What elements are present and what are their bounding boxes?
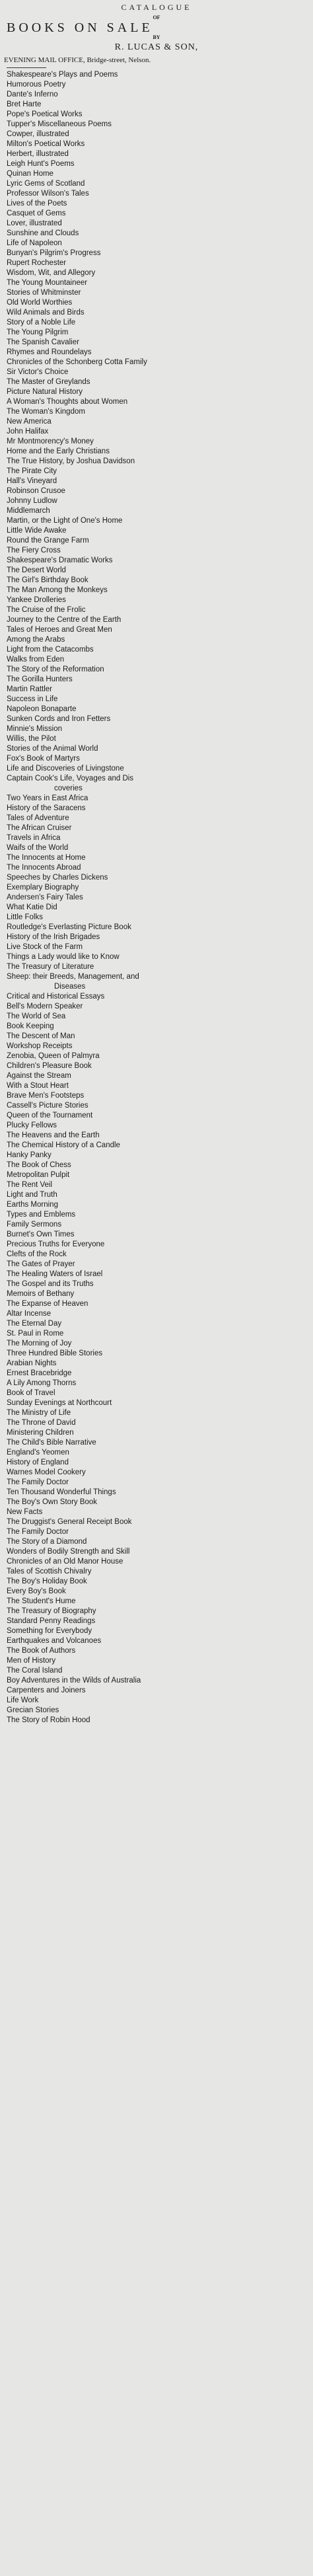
book-title: The Healing Waters of Israel [7,1270,103,1278]
book-title: Workshop Receipts [7,1042,73,1050]
book-title: The Eternal Day [7,1320,62,1328]
book-title: The Gorilla Hunters [7,675,73,683]
book-title: Grecian Stories [7,1706,59,1714]
book-title: The Treasury of Literature [7,963,94,971]
book-title: The True History, by Joshua Davidson [7,457,135,465]
book-title: The Coral Island [7,1667,63,1675]
book-title: History of the Irish Brigades [7,933,100,941]
book-title: Children's Pleasure Book [7,1062,92,1070]
book-title: The Morning of Joy [7,1340,72,1347]
book-title: Stories of Whitminster [7,289,81,297]
book-title: Life Work [7,1696,39,1704]
book-title: Cowper, illustrated [7,130,69,138]
book-title: Against the Stream [7,1072,71,1080]
book-title: Boy Adventures in the Wilds of Australia [7,1677,141,1685]
book-title: Tales of Heroes and Great Men [7,626,112,634]
publisher-name: R. LUCAS & SON, [114,42,199,52]
book-title: Lives of the Poets [7,200,67,208]
catalogue-heading: CATALOGUE [121,3,192,12]
book-title: Plucky Fellows [7,1121,57,1129]
book-title: Life of Napoleon [7,239,62,247]
book-title: The Master of Greylands [7,378,90,386]
book-title: Ten Thousand Wonderful Things [7,1488,116,1496]
book-title: Herbert, illustrated [7,150,69,158]
books-on-sale-heading: BOOKS ON SALE [7,20,153,35]
book-title: Little Wide Awake [7,527,67,535]
book-title: Speeches by Charles Dickens [7,874,108,882]
book-title: Routledge's Everlasting Picture Book [7,923,131,931]
book-title: The Heavens and the Earth [7,1131,100,1139]
book-title: Martin Rattler [7,685,53,693]
book-title: History of England [7,1458,69,1466]
book-title: Queen of the Tournament [7,1112,93,1119]
book-title: Humorous Poetry [7,81,66,89]
book-title: Warnes Model Cookery [7,1468,86,1476]
book-title: The Treasury of Biography [7,1607,96,1615]
book-title: The Cruise of the Frolic [7,606,86,614]
book-title: Hall's Vineyard [7,477,57,485]
of-label: OF [153,15,160,20]
book-title: Rhymes and Roundelays [7,348,92,356]
book-title: Yankee Drolleries [7,596,66,604]
book-title: Every Boy's Book [7,1587,66,1595]
book-title: John Halifax [7,428,49,436]
book-title: The Pirate City [7,467,57,475]
book-title: The Desert World [7,566,66,574]
book-title: New Facts [7,1508,43,1516]
book-title: Sunday Evenings at Northcourt [7,1399,112,1407]
book-title: Robinson Crusoe [7,487,65,495]
book-title: Bret Harte [7,100,42,108]
book-title: Minnie's Mission [7,725,62,733]
book-title: History of the Saracens [7,804,86,812]
book-title: Sunshine and Clouds [7,229,79,237]
book-title: The Descent of Man [7,1032,75,1040]
book-title: England's Yeomen [7,1449,69,1457]
book-title: The Chemical History of a Candle [7,1141,120,1149]
book-title: Captain Cook's Life, Voyages and Dis [7,775,134,782]
book-title: The Story of the Reformation [7,665,104,673]
book-title-list [7,70,306,1725]
book-title: Casquet of Gems [7,209,66,217]
book-title: Live Stock of the Farm [7,943,83,951]
book-title: Story of a Noble Life [7,319,76,326]
book-title: Brave Men's Footsteps [7,1092,85,1100]
book-title: Sheep: their Breeds, Management, and [7,973,139,981]
book-title: The Expanse of Heaven [7,1300,88,1308]
book-title: Two Years in East Africa [7,794,88,802]
book-title: Quinan Home [7,170,53,178]
book-title: Lover, illustrated [7,219,62,227]
book-title: Waifs of the World [7,844,69,852]
book-title: Wonders of Bodily Strength and Skill [7,1548,130,1556]
book-title: The Boy's Own Story Book [7,1498,98,1506]
book-title: Lyric Gems of Scotland [7,180,85,188]
book-title: Zenobia, Queen of Palmyra [7,1052,100,1060]
book-title: Journey to the Centre of the Earth [7,616,122,624]
book-title: The Student's Hume [7,1597,76,1605]
book-title: Pope's Poetical Works [7,110,83,118]
book-title: The African Cruiser [7,824,72,832]
book-title: Fox's Book of Martyrs [7,755,80,763]
book-title: Johnny Ludlow [7,497,57,505]
book-title: Book Keeping [7,1022,54,1030]
book-title: Tales of Scottish Chivalry [7,1568,92,1575]
book-title: Clefts of the Rock [7,1250,67,1258]
book-title: Bell's Modern Speaker [7,1003,83,1010]
book-title: Little Folks [7,913,43,921]
book-title: Family Sermons [7,1221,62,1229]
book-title: Diseases [54,983,86,991]
book-title: The Spanish Cavalier [7,338,79,346]
book-title: Sunken Cords and Iron Fetters [7,715,111,723]
book-title: Willis, the Pilot [7,735,56,743]
book-title: Life and Discoveries of Livingstone [7,765,124,773]
book-title: Bunyan's Pilgrim's Progress [7,249,101,257]
book-title: Critical and Historical Essays [7,993,105,1001]
book-title: Dante's Inferno [7,91,58,98]
book-title: Old World Worthies [7,299,73,307]
book-title: The Man Among the Monkeys [7,586,108,594]
book-title: A Woman's Thoughts about Women [7,398,128,406]
book-title: Earthquakes and Volcanoes [7,1637,102,1645]
book-title: Ministering Children [7,1429,74,1437]
book-title: Chronicles of the Schonberg Cotta Family [7,358,147,366]
divider-rule [7,67,46,68]
book-title: Chronicles of an Old Manor House [7,1558,123,1566]
book-title: Success in Life [7,695,58,703]
book-title: St. Paul in Rome [7,1330,64,1338]
book-title: Arabian Nights [7,1359,57,1367]
book-title: Among the Arabs [7,636,65,644]
book-title: With a Stout Heart [7,1082,69,1090]
book-title: A Lily Among Thorns [7,1379,77,1387]
book-title: The Young Pilgrim [7,328,69,336]
book-title: Memoirs of Bethany [7,1290,75,1298]
book-title: The Rent Veil [7,1181,53,1189]
book-title: Mr Montmorency's Money [7,437,94,445]
book-title: What Katie Did [7,903,57,911]
book-title: The Gates of Prayer [7,1260,75,1268]
book-title: Travels in Africa [7,834,61,842]
book-title: coveries [54,784,83,792]
book-title: Sir Victor's Choice [7,368,69,376]
book-title: New America [7,418,52,426]
book-title: Metropolitan Pulpit [7,1171,70,1179]
book-title: Andersen's Fairy Tales [7,893,83,901]
book-title: Three Hundred Bible Stories [7,1349,103,1357]
book-title: Burnet's Own Times [7,1231,75,1238]
book-title: Men of History [7,1657,56,1665]
book-title: Stories of the Animal World [7,745,98,753]
book-title: The Young Mountaineer [7,279,88,287]
book-title: The Throne of David [7,1419,76,1427]
book-title: Standard Penny Readings [7,1617,96,1625]
book-title: The Gospel and its Truths [7,1280,94,1288]
book-title: The Family Doctor [7,1528,69,1536]
book-title: Altar Incense [7,1310,52,1318]
book-title: Tupper's Miscellaneous Poems [7,120,112,128]
book-title: Professor Wilson's Tales [7,190,89,198]
book-title: Something for Everybody [7,1627,92,1635]
book-title: Wild Animals and Birds [7,309,85,317]
book-title: Light and Truth [7,1191,57,1199]
book-title: Home and the Early Christians [7,447,110,455]
book-title: Light from the Catacombs [7,646,94,654]
book-title: Things a Lady would like to Know [7,953,120,961]
book-title: The Woman's Kingdom [7,408,85,416]
book-title: Milton's Poetical Works [7,140,85,148]
book-title: The Story of a Diamond [7,1538,87,1546]
publisher-address: EVENING MAIL OFFICE, Bridge-street, Nelson. [4,56,151,64]
book-title: The Ministry of Life [7,1409,71,1417]
book-title: Leigh Hunt's Poems [7,160,75,168]
book-title: Rupert Rochester [7,259,67,267]
book-title: Walks from Eden [7,656,65,663]
book-title: The Girl's Birthday Book [7,576,88,584]
book-title: Martin, or the Light of One's Home [7,517,123,525]
book-title: The Druggist's General Receipt Book [7,1518,132,1526]
book-title: The Story of Robin Hood [7,1716,90,1724]
book-title: Ernest Bracebridge [7,1369,72,1377]
book-title: Napoleon Bonaparte [7,705,77,713]
book-title: The Innocents Abroad [7,864,81,872]
book-title: The Family Doctor [7,1478,69,1486]
book-title: Middlemarch [7,507,50,515]
book-title: Book of Travel [7,1389,55,1397]
book-title: Wisdom, Wit, and Allegory [7,269,96,277]
by-label: BY [153,34,160,40]
book-title: Shakespeare's Dramatic Works [7,556,113,564]
book-title: Carpenters and Joiners [7,1686,86,1694]
book-title: Tales of Adventure [7,814,69,822]
book-title: Hanky Panky [7,1151,52,1159]
book-title: The Innocents at Home [7,854,86,862]
book-title: The World of Sea [7,1012,66,1020]
book-title: Picture Natural History [7,388,83,396]
book-title: The Boy's Holiday Book [7,1577,87,1585]
book-title: Round the Grange Farm [7,537,89,545]
book-title: Types and Emblems [7,1211,76,1219]
book-title: Precious Truths for Everyone [7,1240,105,1248]
book-title: The Book of Chess [7,1161,71,1169]
book-title: Exemplary Biography [7,884,79,891]
book-title: The Child's Bible Narrative [7,1439,96,1447]
book-title: Cassell's Picture Stories [7,1102,88,1110]
book-title: Shakespeare's Plays and Poems [7,71,118,79]
book-title: Earths Morning [7,1201,58,1209]
book-title: The Fiery Cross [7,547,61,554]
book-title: The Book of Authors [7,1647,76,1655]
